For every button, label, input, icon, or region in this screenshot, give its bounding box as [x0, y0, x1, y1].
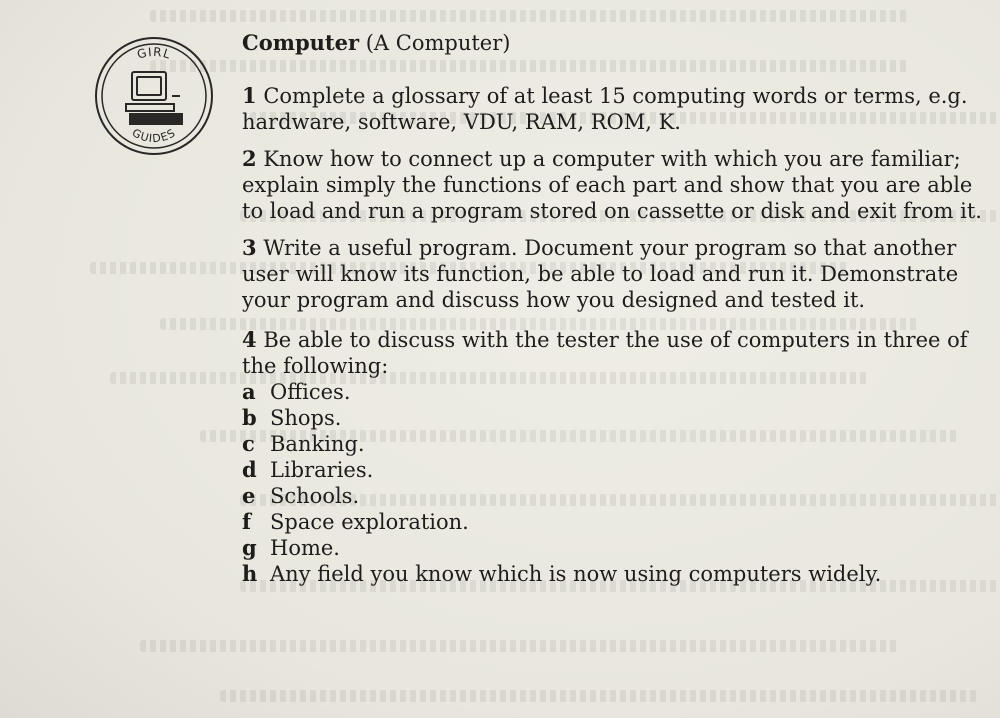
list-letter: b	[242, 405, 257, 430]
clause-text: Complete a glossary of at least 15 computing words or terms, e.g. hardware, software, VDU, RAM, ROM, K.	[242, 84, 968, 134]
list-item	[242, 535, 982, 561]
clause-1	[242, 83, 982, 135]
clause-text: Be able to discuss with the tester the use of computers in three of the following:	[242, 328, 968, 378]
clause-3	[242, 235, 982, 313]
clause-number: 2	[242, 146, 257, 171]
list-text: Home.	[270, 536, 340, 560]
girl-guides-computer-badge	[92, 34, 216, 158]
list-item	[242, 379, 982, 405]
svg-text:GUIDES	[130, 126, 178, 145]
badge-title	[242, 30, 982, 56]
clause-number: 4	[242, 327, 257, 352]
list-letter: c	[242, 431, 255, 456]
list-text: Any field you know which is now using computers widely.	[270, 562, 882, 586]
list-text: Offices.	[270, 380, 351, 404]
list-letter: a	[242, 379, 256, 404]
list-item	[242, 483, 982, 509]
list-text: Shops.	[270, 406, 342, 430]
list-letter: h	[242, 561, 258, 586]
list-text: Schools.	[270, 484, 360, 508]
list-item	[242, 431, 982, 457]
list-letter: g	[242, 535, 257, 560]
computer-icon	[126, 72, 182, 124]
clause-2	[242, 146, 982, 224]
list-item	[242, 509, 982, 535]
clause-4	[242, 327, 982, 379]
list-text: Space exploration.	[270, 510, 469, 534]
page-title: Computer	[242, 30, 360, 55]
list-item	[242, 457, 982, 483]
list-letter: e	[242, 483, 256, 508]
clause-text: Know how to connect up a computer with which you are familiar; explain simply the functions of each part and show that you are able to load and run a program stored on cassette or disk and exit from it.	[242, 147, 982, 223]
clause-number: 3	[242, 235, 257, 260]
clause-number: 1	[242, 83, 257, 108]
badge-requirements	[242, 30, 982, 587]
clause-text: Write a useful program. Document your program so that another user will know its function, be able to load and run it. Demonstrate your program and discuss how you designed and tested it.	[242, 236, 959, 312]
usage-list	[242, 379, 982, 587]
list-item	[242, 405, 982, 431]
list-item	[242, 561, 982, 587]
svg-text:GIRL	[135, 45, 172, 62]
badge-bottom-text: GUIDES	[129, 126, 179, 146]
list-text: Banking.	[270, 432, 365, 456]
page-subtitle: (A Computer)	[365, 31, 511, 55]
list-letter: f	[242, 509, 252, 534]
list-letter: d	[242, 457, 257, 482]
list-text: Libraries.	[270, 458, 374, 482]
badge-top-text: GIRL	[135, 44, 173, 62]
